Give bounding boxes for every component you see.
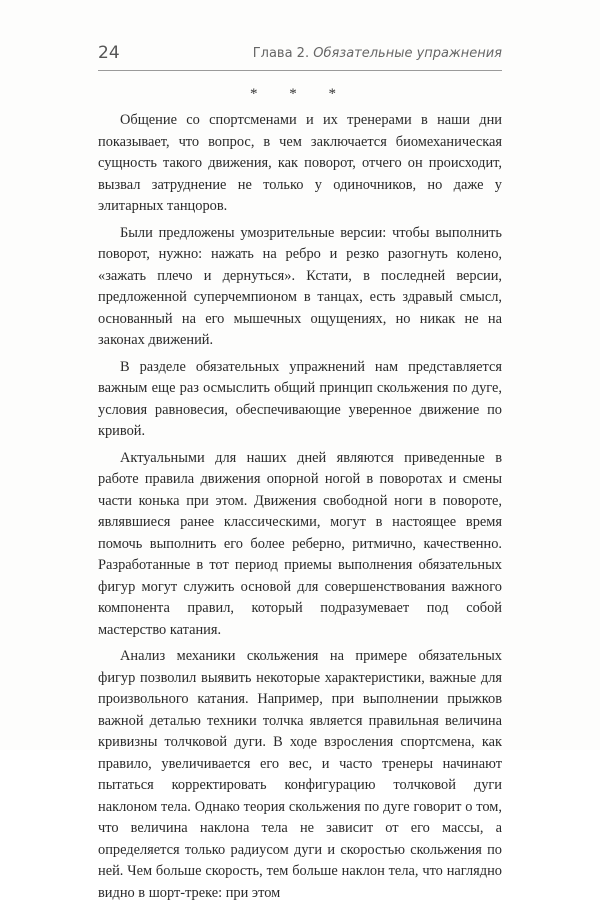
page-header — [98, 42, 502, 71]
paragraph: Были предложены умозрительные версии: чтобы выполнить поворот, нужно: нажать на ребро и резко разогнуть колено, «зажать плечо и дернуться». Кстати, в последней версии, предложенной суперчемпионом в танцах, есть здравый смысл, основанный на его мышечных ощущениях, но никак не на законах движений. — [98, 224, 502, 348]
paragraph: Анализ механики скольжения на примере обязательных фигур позволил выявить некоторые характеристики, важные для произвольного катания. Например, при выполнении прыжков важной деталью техники толчка является правильная величина кривизны толчковой дуги. В ходе взросления спортсмена, как правило, увеличивается его вес, и часто тренеры начинают пытаться корректировать конфигурацию толчковой дуги наклоном тела. Однако теория скольжения по дуге говорит о том, что величина наклона тела не зависит от его массы, а определяется только радиусом дуги и скоростью скольжения по ней. Чем больше скорость, тем больше наклон тела, что наглядно видно в шорт-треке: при этом — [98, 648, 502, 901]
chapter-label: Глава 2. — [252, 46, 310, 61]
paragraph: Общение со спортсменами и их тренерами в наши дни показывает, что вопрос, в чем заключается биомеханическая сущность такого движения, как поворот, отчего он происходит, вызвал затруднение не только у одиночников, но даже у элитарных танцоров. — [98, 112, 502, 214]
chapter-title: Обязательные упражнения — [313, 46, 502, 61]
body-text — [98, 110, 502, 909]
running-head — [253, 44, 502, 64]
page-number: 24 — [98, 43, 120, 63]
paragraph: В разделе обязательных упражнений нам представляется важным еще раз осмыслить общий принцип скольжения по дуге, условия равновесия, обеспечивающие уверенное движение по кривой. — [98, 358, 502, 439]
paragraph: Актуальными для наших дней являются приведенные в работе правила движения опорной ногой в поворотах и смены части конька при этом. Движения свободной ноги в повороте, являвшиеся ранее классическими, могут в настоящее время помочь выполнить его более реберно, ритмично, качественно. Разработанные в тот период приемы выполнения обязательных фигур могут служить основой для совершенствования важного компонента правил, который подразумевает под собой мастерство катания. — [98, 449, 502, 638]
section-separator: * * * — [250, 86, 350, 102]
